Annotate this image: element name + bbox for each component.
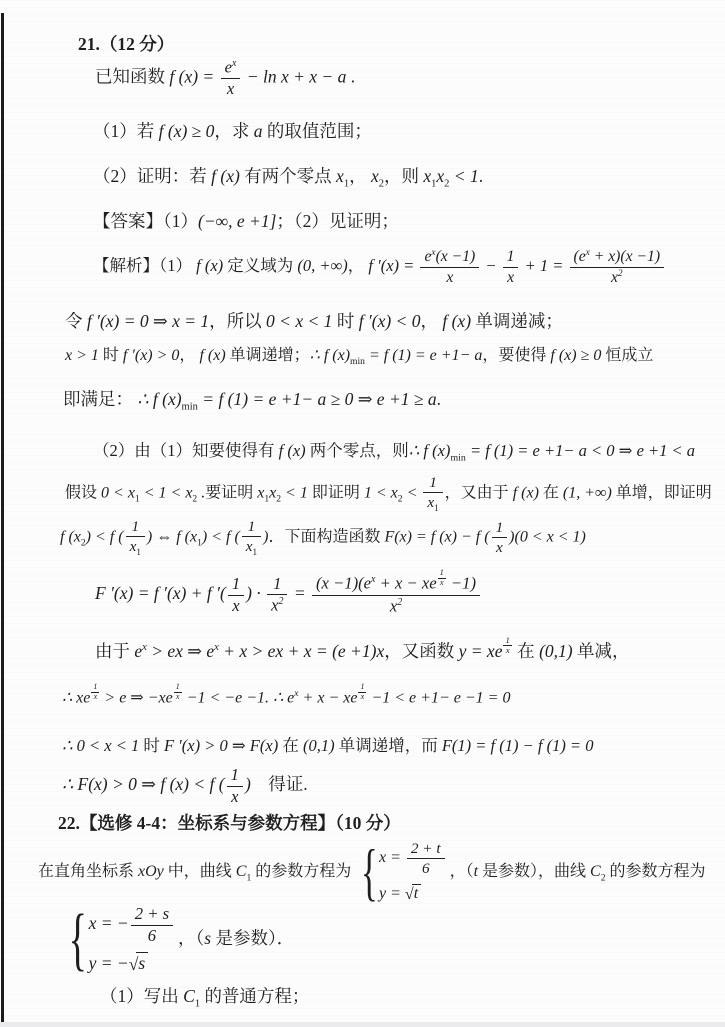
math-run: f ′(x) > 0 <box>122 347 180 364</box>
fraction <box>570 248 665 287</box>
text-run: ，则 <box>383 166 424 186</box>
text-run: 21.（12 分） <box>78 34 175 54</box>
subscript: 1 <box>431 178 437 190</box>
subscript: 2 <box>600 872 606 884</box>
text-run: 即满足： <box>63 389 138 409</box>
math-run: f (x) ≥ 0 <box>550 347 602 364</box>
math-run: + x > ex + x = (e +1)x <box>218 641 385 661</box>
denominator <box>503 268 519 287</box>
math-run: ) < f ( <box>201 528 240 546</box>
math-run: 1 <box>231 573 241 593</box>
math-run: a <box>253 121 263 141</box>
subscript: min <box>181 401 198 413</box>
text-line <box>100 985 309 1011</box>
math-run: x <box>257 484 265 502</box>
subscript: 1 <box>252 547 258 558</box>
left-brace-icon: { <box>361 836 379 908</box>
denominator <box>492 538 508 556</box>
text-line <box>78 33 174 56</box>
math-run: = f (1) = e +1− a < 0 ⇒ e +1 < a <box>465 441 696 460</box>
text-run: ，所以 <box>209 311 267 331</box>
numerator <box>570 248 665 268</box>
subscript: min <box>450 452 466 464</box>
math-run: C <box>183 986 195 1006</box>
denominator <box>174 693 182 701</box>
denominator <box>423 493 442 513</box>
math-run: f (x) <box>199 347 226 364</box>
superscript: x <box>431 248 436 259</box>
math-run: 1 <box>439 567 444 577</box>
math-run: C <box>590 863 601 881</box>
denominator <box>228 596 244 616</box>
math-run: x <box>336 166 344 186</box>
math-run: x = − <box>88 913 129 934</box>
math-run: −1) <box>446 573 476 593</box>
denominator <box>221 79 241 99</box>
math-run: 6 <box>147 925 157 945</box>
text-run: 定义域为 <box>223 256 298 276</box>
text-run: 单减， <box>572 641 630 661</box>
math-run: −1 < −e −1. ∴ e <box>182 689 295 707</box>
math-run: f (x <box>60 528 81 546</box>
denominator <box>131 926 173 946</box>
text-run: ， <box>179 347 200 364</box>
superscript: x <box>231 58 237 69</box>
math-run: ∴ f (x) <box>408 441 451 460</box>
text-run: ，又由于 <box>444 484 513 502</box>
math-run: f (x) <box>211 166 240 186</box>
math-run: (x −1) <box>435 248 476 266</box>
math-run: C <box>235 863 247 881</box>
math-run: f ′(x) < 0 <box>358 311 421 331</box>
math-run: (e <box>573 248 586 266</box>
cases-column <box>379 840 447 905</box>
text-run: 【解析】（1） <box>93 256 197 276</box>
math-run: x <box>232 595 240 615</box>
math-run: x <box>610 268 618 286</box>
text-run: 的普通方程； <box>200 986 310 1006</box>
math-run: f (x) <box>278 441 306 460</box>
math-run: x <box>226 79 235 99</box>
math-run: f (x) = <box>169 66 219 87</box>
math-run: x <box>507 268 515 286</box>
text-line <box>60 518 586 557</box>
math-run: f (x) <box>196 256 224 276</box>
text-run: 时 <box>139 736 164 755</box>
superscript: x <box>214 642 219 654</box>
math-run: > ex ⇒ e <box>146 641 215 661</box>
text-run: （2）由（1）知要使得有 <box>93 441 279 460</box>
math-run: + x)(x −1) <box>589 248 661 266</box>
math-run: ∴ F(x) > 0 ⇒ f (x) < f ( <box>62 774 225 795</box>
text-run: ， <box>347 256 369 276</box>
math-run: 1 <box>247 518 256 535</box>
denominator <box>358 693 366 701</box>
text-run: ，又函数 <box>384 641 459 661</box>
text-line <box>58 812 401 835</box>
denominator <box>227 787 243 807</box>
text-run: 在 <box>278 736 303 755</box>
subscript: 2 <box>378 178 384 190</box>
denominator <box>407 859 445 877</box>
denominator <box>438 579 446 588</box>
math-run: = f (1) = e +1− a ≥ 0 ⇒ e +1 ≥ a <box>197 389 437 409</box>
math-run: F(x) = f (x) − f ( <box>384 528 490 546</box>
math-run: (0,1) <box>539 641 573 661</box>
fraction <box>227 766 243 806</box>
fraction <box>228 575 244 615</box>
math-run: < 1 < x <box>139 484 193 502</box>
superscript: x <box>585 248 590 258</box>
superscript: 2 <box>397 596 403 608</box>
math-run: f (x) <box>442 311 472 331</box>
math-run: −1 < e +1− e −1 = 0 <box>367 689 511 707</box>
math-run: ∴ f (x) <box>137 389 182 409</box>
text-line <box>65 310 563 333</box>
superscript: 2 <box>278 596 284 608</box>
numerator <box>267 575 287 596</box>
fraction <box>312 567 480 616</box>
math-run: x <box>129 538 137 556</box>
fraction <box>492 519 508 556</box>
math-run: x <box>93 691 98 701</box>
text-run: 在 <box>538 484 563 502</box>
fraction <box>131 905 173 945</box>
math-run: ∴ 0 < x < 1 <box>62 736 140 755</box>
math-run: x <box>245 538 253 556</box>
math-run: (−∞, e +1] <box>198 211 277 231</box>
text-run: ，要使得 <box>482 347 551 364</box>
text-run: 由于 <box>95 641 135 661</box>
math-run: x <box>495 539 503 557</box>
sqrt-icon: √ <box>404 886 414 904</box>
text-line <box>65 346 653 369</box>
denominator <box>312 596 480 616</box>
math-run: x <box>436 166 445 186</box>
text-run: 时 <box>332 311 359 331</box>
math-run: > e ⇒ −xe <box>100 689 173 707</box>
math-run: 1 <box>506 248 515 266</box>
math-run: e <box>224 57 232 77</box>
numerator <box>227 766 243 787</box>
text-line <box>95 567 482 616</box>
math-run: < 1 <box>449 166 479 186</box>
numerator <box>503 248 519 268</box>
cases-row <box>379 840 447 877</box>
math-run: 0 < x <box>101 484 135 502</box>
math-run: (1, +∞) <box>562 484 612 502</box>
text-run: ，（ <box>178 928 205 948</box>
math-run: . <box>197 484 206 502</box>
math-run: f ′(x) = 0 ⇒ x = 1 <box>86 311 210 331</box>
text-run: 是参数），曲线 <box>478 863 591 881</box>
math-run: y = <box>379 885 405 903</box>
text-run: （2）证明：若 <box>93 166 212 186</box>
math-run: F ′(x) > 0 ⇒ F(x) <box>163 736 279 755</box>
subscript: 2 <box>397 493 403 505</box>
fraction <box>420 248 479 286</box>
subscript: 1 <box>434 503 439 514</box>
denominator <box>503 646 511 655</box>
math-run: 1 <box>429 474 437 491</box>
math-run: ∴ xe <box>62 689 91 707</box>
math-run: ) <box>263 528 269 546</box>
math-run: x <box>370 166 379 186</box>
text-line <box>62 735 593 756</box>
sqrt-icon: √ <box>128 954 139 975</box>
text-run: （1）写出 <box>100 986 184 1006</box>
math-run: 1 < x <box>363 484 398 502</box>
math-run: e <box>424 248 432 266</box>
text-line <box>65 474 712 513</box>
subscript: 2 <box>192 493 198 505</box>
subscript: 2 <box>444 178 450 190</box>
math-run: f ′(x) = <box>368 256 419 276</box>
text-run: 在直角坐标系 <box>38 863 139 881</box>
math-run: (0,1) <box>302 736 335 755</box>
text-run: 令 <box>65 311 87 331</box>
text-line <box>93 248 666 287</box>
fraction <box>221 58 241 99</box>
text-line <box>93 120 372 143</box>
math-run: y = xe <box>458 641 503 661</box>
text-line <box>93 440 695 465</box>
math-run: y = − <box>88 953 129 974</box>
math-run: 0 < x < 1 <box>266 311 333 331</box>
math-run: 1 <box>175 682 180 692</box>
math-run: x > 1 <box>65 347 99 364</box>
text-run: 已知函数 <box>95 66 170 87</box>
math-run: − ln x + x − a <box>242 66 347 87</box>
math-run: F ′(x) = f ′(x) + f ′( <box>95 583 226 604</box>
text-run: . <box>478 166 484 186</box>
text-run: 的参数方程为 <box>251 863 352 881</box>
text-line <box>95 58 355 99</box>
math-run: ) · <box>246 583 266 604</box>
math-run: 1 <box>230 765 239 784</box>
math-run: x <box>423 166 432 186</box>
text-run: . <box>346 66 356 87</box>
subscript: 2 <box>276 493 282 505</box>
math-run: (0, +∞) <box>297 256 348 276</box>
math-run: 2 + t <box>410 840 441 857</box>
subscript: 1 <box>134 493 140 505</box>
text-run: 恒成立 <box>601 347 654 364</box>
math-run: (x −1)(e <box>316 573 372 593</box>
math-run: 1 <box>273 573 282 593</box>
fraction <box>126 518 145 557</box>
math-run: s <box>204 928 212 948</box>
math-run: − <box>481 256 501 276</box>
denominator <box>91 693 99 701</box>
subscript: min <box>350 356 365 368</box>
math-run: x <box>175 691 180 701</box>
text-run: ，求 <box>214 121 254 141</box>
math-run: = <box>289 583 311 604</box>
numerator <box>126 518 145 537</box>
math-run: x <box>427 494 435 512</box>
subscript: 1 <box>136 547 141 558</box>
text-run: 两个零点，则 <box>305 441 409 460</box>
math-run: = f (1) = e +1− a <box>364 347 483 364</box>
denominator <box>126 537 145 557</box>
numerator <box>407 840 445 859</box>
numerator <box>131 905 173 926</box>
denominator <box>570 268 665 287</box>
subscript: 2 <box>80 537 86 549</box>
math-run: 1 <box>505 635 510 646</box>
numerator <box>492 519 508 538</box>
subscript: 1 <box>197 537 202 549</box>
fraction <box>423 474 442 513</box>
text-run: 有两个零点 <box>239 166 337 186</box>
math-run: ) ⇔ f (x <box>146 528 198 546</box>
fraction <box>503 248 519 286</box>
math-run: f (x) ≥ 0 <box>158 121 215 141</box>
cases-row <box>89 905 175 945</box>
subscript: 1 <box>246 872 252 884</box>
text-run: 中，曲线 <box>163 863 236 881</box>
text-line <box>38 836 706 908</box>
math-run: + 1 = <box>520 256 568 276</box>
math-run: 6 <box>421 860 430 878</box>
text-line <box>63 388 441 414</box>
math-run: x <box>269 484 277 502</box>
math-run: ) < f ( <box>85 528 124 546</box>
math-run: ) <box>244 774 251 795</box>
text-line <box>95 635 630 663</box>
text-run: 22.【选修 4-4：坐标系与参数方程】（10 分） <box>58 813 401 833</box>
math-run: x <box>389 596 398 616</box>
math-run: x = <box>379 849 405 867</box>
left-brace-icon: { <box>68 900 88 978</box>
text-run: ，（ <box>449 863 474 881</box>
math-run: e <box>134 641 143 661</box>
text-run: ， <box>420 311 443 331</box>
denominator <box>267 595 287 615</box>
text-line <box>93 210 399 233</box>
superscript: x <box>294 688 299 699</box>
math-run: x <box>360 691 365 701</box>
math-run: xOy <box>138 863 164 881</box>
superscript-fraction <box>438 569 446 587</box>
cases-row <box>89 952 175 975</box>
text-run: ．下面构造函数 <box>268 528 385 546</box>
cases-column <box>89 905 175 975</box>
math-run: < <box>402 484 422 502</box>
math-run: F(1) = f (1) − f (1) = 0 <box>441 736 594 755</box>
math-run: < 1 <box>281 484 308 502</box>
fraction <box>407 840 445 877</box>
text-run: 假设 <box>65 484 102 502</box>
superscript: x <box>142 642 147 654</box>
math-run: 1 <box>93 682 98 692</box>
text-line <box>58 900 295 978</box>
cases-row <box>379 884 447 905</box>
math-run: + x − xe <box>375 573 437 593</box>
math-run: x <box>446 268 454 286</box>
text-run: 即证明 <box>307 484 364 502</box>
square-root <box>129 952 148 975</box>
sqrt-argument: t <box>412 884 421 902</box>
fraction <box>267 575 287 616</box>
math-run: )(0 < x < 1) <box>509 528 586 546</box>
numerator <box>221 58 241 79</box>
text-run: 单调递增； <box>225 347 310 364</box>
superscript: 2 <box>617 268 623 279</box>
text-run: ；（2）见证明； <box>276 211 399 231</box>
text-line <box>62 766 308 806</box>
numerator <box>242 518 261 537</box>
text-run: 单调递增，而 <box>334 736 442 755</box>
text-run: 的参数方程为 <box>605 863 706 881</box>
denominator <box>420 268 479 287</box>
text-run: 在 <box>512 641 540 661</box>
text-run: 时 <box>98 347 123 364</box>
math-run: 1 <box>495 519 504 537</box>
text-run: 单增，即证明 <box>611 484 712 502</box>
text-line <box>62 682 511 709</box>
cases-group <box>354 836 446 908</box>
superscript: x <box>371 574 376 585</box>
sqrt-argument: s <box>136 952 148 973</box>
text-run: 单调递减； <box>471 311 563 331</box>
math-run: 1 <box>360 682 365 692</box>
math-run: x <box>271 595 279 615</box>
subscript: 1 <box>264 493 270 505</box>
text-run: ， <box>349 166 371 186</box>
superscript-fraction <box>358 683 366 701</box>
math-run: t <box>473 863 479 881</box>
subscript: 1 <box>343 178 350 190</box>
text-run: 是参数）． <box>211 928 295 948</box>
superscript-fraction <box>174 683 182 701</box>
numerator <box>312 567 480 596</box>
superscript-fraction <box>503 636 511 655</box>
square-root <box>405 884 421 905</box>
superscript-fraction <box>91 683 99 701</box>
fraction <box>242 518 261 557</box>
text-run: 的取值范围； <box>262 121 372 141</box>
numerator <box>228 575 244 596</box>
text-run: 得证. <box>250 774 308 795</box>
numerator <box>423 474 442 493</box>
text-line <box>93 165 483 191</box>
numerator <box>420 248 479 268</box>
text-run: . <box>436 389 441 409</box>
denominator <box>242 537 261 557</box>
text-run: 要证明 <box>205 484 258 502</box>
math-run: 2 + s <box>134 904 170 923</box>
math-run: x <box>505 645 510 656</box>
math-run: 1 <box>131 518 140 535</box>
subscript: 1 <box>194 998 201 1010</box>
math-run: f (x) <box>512 484 539 502</box>
math-run: x <box>439 577 444 587</box>
math-run: + x − xe <box>298 689 358 707</box>
text-run: 【答案】（1） <box>93 211 198 231</box>
math-run: ∴ f (x) <box>309 347 351 364</box>
text-run: （1）若 <box>93 121 159 141</box>
math-run: x <box>231 786 239 806</box>
cases-group <box>61 900 175 978</box>
